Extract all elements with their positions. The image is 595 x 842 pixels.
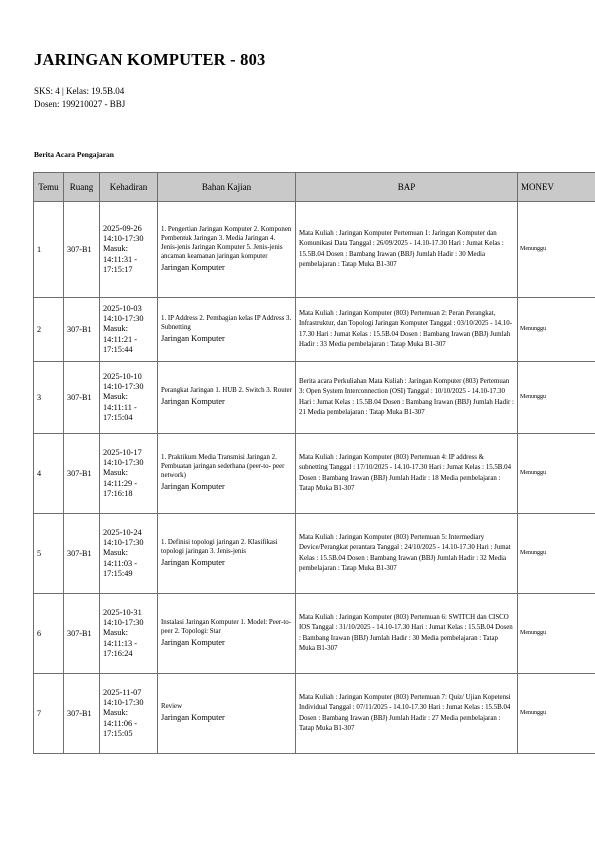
bahan-kajian-text: 1. IP Address 2. Pembagian kelas IP Address 3. Subnetting	[161, 314, 292, 331]
kehadiran-cell	[100, 202, 158, 298]
kehadiran-line: 17:15:17	[103, 265, 133, 275]
bap-cell: Mata Kuliah : Jaringan Komputer (803) Pertemuan 5: Intermediary Device/Perangkat perantara Tanggal : 24/10/2025 - 14.10-17.30 Hari : Jumat Kelas : 15.5B.04 Dosen : Bambang Irawan (BBJ) Jumlah Hadir : 32 Media pembelajaran : Tatap Muka B1-307	[296, 514, 518, 594]
kehadiran-line: 14:11:03 -	[103, 558, 138, 568]
bap-cell: Mata Kuliah : Jaringan Komputer (803) Pertemuan 6: SWITCH dan CISCO IOS Tanggal : 31/10/2025 - 14.10-17.30 Hari : Jumat Kelas : 15.5B.04 Dosen : Bambang Irawan (BBJ) Jumlah Hadir : 30 Media pembelajaran : Tatap Muka B1-307	[296, 594, 518, 674]
temu-cell: 5	[34, 514, 64, 594]
table-row	[34, 674, 595, 754]
bahan-kajian-reference: Jaringan Komputer	[161, 333, 225, 343]
kehadiran-line: 14:10-17:30	[103, 233, 144, 243]
kehadiran-line: 14:10-17:30	[103, 313, 144, 323]
kehadiran-line: Masuk:	[103, 468, 128, 478]
monev-cell: Menunggu	[518, 514, 595, 594]
table-row	[34, 362, 595, 434]
bap-cell: Mata Kuliah : Jaringan Komputer (803) Pertemuan 4: IP address & subnetting Tanggal : 17/10/2025 - 14.10-17.30 Hari : Jumat Kelas : 15.5B.04 Dosen : Bambang Irawan (BBJ) Jumlah Hadir : 18 Media pembelajaran : Tatap Muka B1-307	[296, 434, 518, 514]
ruang-cell: 307-B1	[64, 202, 100, 298]
kehadiran-line: 14:11:31 -	[103, 254, 138, 264]
bahan-kajian-text: 1. Praktikum Media Transmisi Jaringan 2. Pembuatan jaringan sederhana (peer-to- peer network)	[161, 454, 285, 480]
kehadiran-line: 2025-10-10	[103, 371, 142, 381]
col-header-temu: Temu	[34, 173, 64, 202]
col-header-monev: MONEV	[518, 173, 595, 202]
kehadiran-line: Masuk:	[103, 708, 128, 718]
kehadiran-line: 2025-10-31	[103, 607, 142, 617]
bap-cell: Mata Kuliah : Jaringan Komputer Pertemuan 1: Jaringan Komputer dan Komunikasi Data Tanggal : 26/09/2025 - 14.10-17.30 Hari : Jumat Kelas : 15.5B.04 Dosen : Bambang Irawan (BBJ) Jumlah Hadir : 30 Media pembelajaran : Tatap Muka B1-307	[296, 202, 518, 298]
ruang-cell: 307-B1	[64, 362, 100, 434]
bahan-kajian-reference: Jaringan Komputer	[161, 637, 225, 647]
kehadiran-line: 2025-11-07	[103, 687, 142, 697]
col-header-bap: BAP	[296, 173, 518, 202]
ruang-cell: 307-B1	[64, 594, 100, 674]
kehadiran-line: 17:15:04	[103, 413, 133, 423]
kehadiran-line: 14:11:11 -	[103, 402, 137, 412]
bahan-kajian-text: Instalasi Jaringan Komputer 1. Model: Peer-to-peer 2. Topologi: Star	[161, 618, 291, 635]
temu-cell: 6	[34, 594, 64, 674]
kehadiran-line: 14:10-17:30	[103, 537, 144, 547]
bahan-kajian-reference: Jaringan Komputer	[161, 262, 225, 272]
kehadiran-line: Masuk:	[103, 392, 128, 402]
page-right-margin	[587, 172, 595, 778]
bap-table	[33, 172, 595, 754]
kehadiran-cell	[100, 362, 158, 434]
bap-cell: Mata Kuliah : Jaringan Komputer (803) Pertemuan 2: Peran Perangkat, Infrastruktur, dan Topologi Jaringan Komputer Tanggal : 03/10/2025 - 14.10-17.30 Hari : Jumat Kelas : 15.5B.04 Dosen : Bambang Irawan (BBJ) Jumlah Hadir : 33 Media pembelajaran : Tatap Muka B1-307	[296, 298, 518, 362]
kehadiran-line: 17:16:24	[103, 649, 133, 659]
kehadiran-line: 2025-10-24	[103, 527, 142, 537]
bap-cell: Berita acara Perkuliahan Mata Kuliah : Jaringan Komputer (803) Pertemuan 3: Open System Interconnection (OSI) Tanggal : 10/10/2025 - 14.10-17.30 Hari : Jumat Kelas : 15.5B.04 Dosen : Bambang Irawan (BBJ) Jumlah Hadir : 21 Media pembelajaran : Tatap Muka B1-307	[296, 362, 518, 434]
kehadiran-line: 17:15:44	[103, 345, 133, 355]
kehadiran-line: Masuk:	[103, 548, 128, 558]
temu-cell: 1	[34, 202, 64, 298]
kehadiran-line: Masuk:	[103, 324, 128, 334]
col-header-kehadiran: Kehadiran	[100, 173, 158, 202]
ruang-cell: 307-B1	[64, 434, 100, 514]
ruang-cell: 307-B1	[64, 674, 100, 754]
kehadiran-cell	[100, 674, 158, 754]
bahan-kajian-cell	[158, 434, 296, 514]
bap-cell: Mata Kuliah : Jaringan Komputer (803) Pertemuan 7: Quiz/ Ujian Kopetensi Individual Tanggal : 07/11/2025 - 14.10-17.30 Hari : Jumat Kelas : 15.5B.04 Dosen : Bambang Irawan (BBJ) Jumlah Hadir : 27 Media pembelajaran : Tatap Muka B1-307	[296, 674, 518, 754]
bahan-kajian-reference: Jaringan Komputer	[161, 397, 225, 407]
kehadiran-line: 14:10-17:30	[103, 457, 144, 467]
table-row	[34, 594, 595, 674]
bahan-kajian-cell	[158, 674, 296, 754]
kehadiran-line: 17:16:18	[103, 489, 133, 499]
temu-cell: 2	[34, 298, 64, 362]
dosen-line: Dosen: 199210027 - BBJ	[34, 99, 126, 109]
kehadiran-line: 17:15:05	[103, 729, 133, 739]
table-row	[34, 434, 595, 514]
col-header-ruang: Ruang	[64, 173, 100, 202]
page-title: JARINGAN KOMPUTER - 803	[34, 50, 266, 69]
bahan-kajian-text: 1. Definisi topologi jaringan 2. Klasifikasi topologi jaringan 3. Jenis-jenis	[161, 538, 278, 555]
temu-cell: 4	[34, 434, 64, 514]
table-row	[34, 202, 595, 298]
kehadiran-line: 14:11:29 -	[103, 478, 138, 488]
kehadiran-line: Masuk:	[103, 244, 128, 254]
bahan-kajian-cell	[158, 202, 296, 298]
kehadiran-line: 14:11:21 -	[103, 334, 138, 344]
temu-cell: 7	[34, 674, 64, 754]
col-header-bahan-kajian: Bahan Kajian	[158, 173, 296, 202]
ruang-cell: 307-B1	[64, 298, 100, 362]
section-title: Berita Acara Pengajaran	[34, 150, 114, 159]
kehadiran-line: 2025-10-03	[103, 303, 142, 313]
kehadiran-cell	[100, 514, 158, 594]
bahan-kajian-text: Review	[161, 703, 183, 711]
monev-cell: Menunggu	[518, 298, 595, 362]
monev-cell: Menunggu	[518, 362, 595, 434]
table-row	[34, 514, 595, 594]
bahan-kajian-cell	[158, 298, 296, 362]
monev-cell: Menunggu	[518, 202, 595, 298]
bahan-kajian-reference: Jaringan Komputer	[161, 557, 225, 567]
kehadiran-line: 14:10-17:30	[103, 381, 144, 391]
bahan-kajian-cell	[158, 594, 296, 674]
temu-cell: 3	[34, 362, 64, 434]
kehadiran-cell	[100, 434, 158, 514]
monev-cell: Menunggu	[518, 674, 595, 754]
kehadiran-line: 14:10-17:30	[103, 617, 144, 627]
bahan-kajian-reference: Jaringan Komputer	[161, 482, 225, 492]
table-row	[34, 298, 595, 362]
kehadiran-line: 14:11:06 -	[103, 718, 138, 728]
bahan-kajian-cell	[158, 514, 296, 594]
kehadiran-line: 17:15:49	[103, 569, 133, 579]
bahan-kajian-text: 1. Pengertian Jaringan Komputer 2. Komponen Pembentuk Jaringan 3. Media Jaringan 4. Jenis-jenis Jaringan Komputer 5. Jenis-jenis ancaman keamanan jaringan komputer	[161, 225, 292, 260]
monev-cell: Menunggu	[518, 594, 595, 674]
bahan-kajian-reference: Jaringan Komputer	[161, 713, 225, 723]
kehadiran-cell	[100, 594, 158, 674]
bahan-kajian-text: Perangkat Jaringan 1. HUB 2. Switch 3. Router	[161, 387, 292, 395]
kehadiran-line: Masuk:	[103, 628, 128, 638]
ruang-cell: 307-B1	[64, 514, 100, 594]
bahan-kajian-cell	[158, 362, 296, 434]
kehadiran-cell	[100, 298, 158, 362]
kehadiran-line: 2025-10-17	[103, 447, 142, 457]
kehadiran-line: 14:10-17:30	[103, 697, 144, 707]
table-header-row	[34, 173, 595, 202]
monev-cell: Menunggu	[518, 434, 595, 514]
kehadiran-line: 2025-09-26	[103, 223, 142, 233]
sks-kelas-line: SKS: 4 | Kelas: 19.5B.04	[34, 86, 125, 96]
kehadiran-line: 14:11:13 -	[103, 638, 138, 648]
